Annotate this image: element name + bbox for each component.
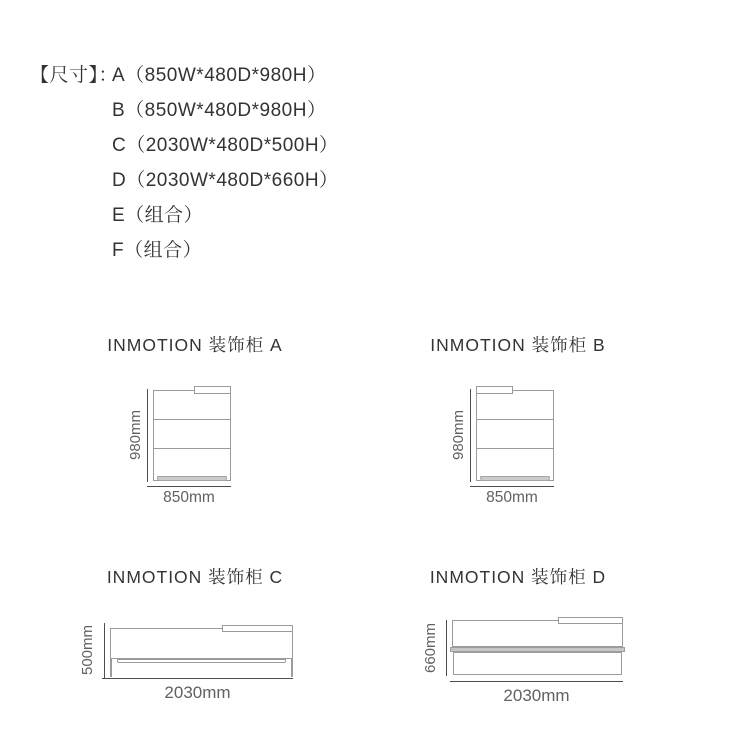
cabinet-b-plinth [480, 476, 550, 481]
cabinet-c-right-leg [291, 659, 293, 677]
size-item-b: B（850W*480D*980H） [112, 100, 327, 121]
cabinet-c-width-label: 2030mm [164, 683, 231, 702]
cabinet-c-height-dimension-line [104, 623, 105, 678]
cabinet-a-title: INMOTION 装饰柜 A [107, 335, 283, 355]
cabinet-a-body-outline [153, 390, 231, 481]
size-item-d: D（2030W*480D*660H） [112, 170, 339, 191]
cabinet-c-title: INMOTION 装饰柜 C [106, 567, 284, 587]
size-list [30, 58, 339, 268]
cabinet-c-width-dimension-line [102, 678, 293, 679]
size-item-c: C（2030W*480D*500H） [112, 135, 339, 156]
cabinet-c-body-outline [110, 628, 293, 659]
cabinet-b-width-label: 850mm [486, 489, 538, 506]
cabinet-d-title: INMOTION 装饰柜 D [429, 567, 607, 587]
cabinet-d-top-recess [558, 617, 623, 624]
cabinet-d-lower-body-outline [453, 652, 622, 675]
cabinet-c-left-leg [110, 659, 112, 677]
cabinet-b-top-recess [476, 386, 513, 394]
cabinet-d-height-label: 660mm [422, 622, 439, 674]
size-line-e [30, 198, 339, 233]
cabinet-d-width-dimension-line [450, 681, 623, 682]
cabinet-d-middle-divider [450, 647, 625, 652]
cabinet-a-height-label: 980mm [127, 409, 144, 461]
cabinet-d-height-dimension-line [446, 620, 447, 676]
size-line-a [30, 58, 339, 93]
cabinet-c-top-recess [222, 625, 293, 632]
size-line-c [30, 128, 339, 163]
cabinet-b-drawer-line-2 [476, 448, 554, 449]
cabinet-b-title: INMOTION 装饰柜 B [430, 335, 606, 355]
size-item-f: F（组合） [112, 240, 203, 261]
cabinet-a-top-recess [194, 386, 231, 394]
cabinet-b-width-dimension-line [470, 486, 554, 487]
size-line-d [30, 163, 339, 198]
cabinet-a-width-dimension-line [147, 486, 231, 487]
cabinet-c-bottom-rail [117, 659, 286, 663]
cabinet-c-height-label: 500mm [79, 624, 96, 676]
cabinet-a-drawer-line-1 [153, 419, 231, 420]
cabinet-b-body-outline [476, 390, 554, 481]
cabinet-a-plinth [157, 476, 227, 481]
cabinet-b-height-dimension-line [470, 389, 471, 482]
cabinet-b-drawer-line-1 [476, 419, 554, 420]
cabinet-a-width-label: 850mm [163, 489, 215, 506]
cabinet-b-height-label: 980mm [450, 409, 467, 461]
size-line-b [30, 93, 339, 128]
size-list-heading: 【尺寸】： [30, 65, 119, 86]
cabinet-d-upper-body-outline [452, 620, 623, 647]
size-item-a: A（850W*480D*980H） [112, 65, 327, 86]
cabinet-a-drawer-line-2 [153, 448, 231, 449]
cabinet-d-width-label: 2030mm [503, 686, 570, 705]
size-line-f [30, 233, 339, 268]
cabinet-a-height-dimension-line [147, 389, 148, 482]
size-item-e: E（组合） [112, 205, 204, 226]
